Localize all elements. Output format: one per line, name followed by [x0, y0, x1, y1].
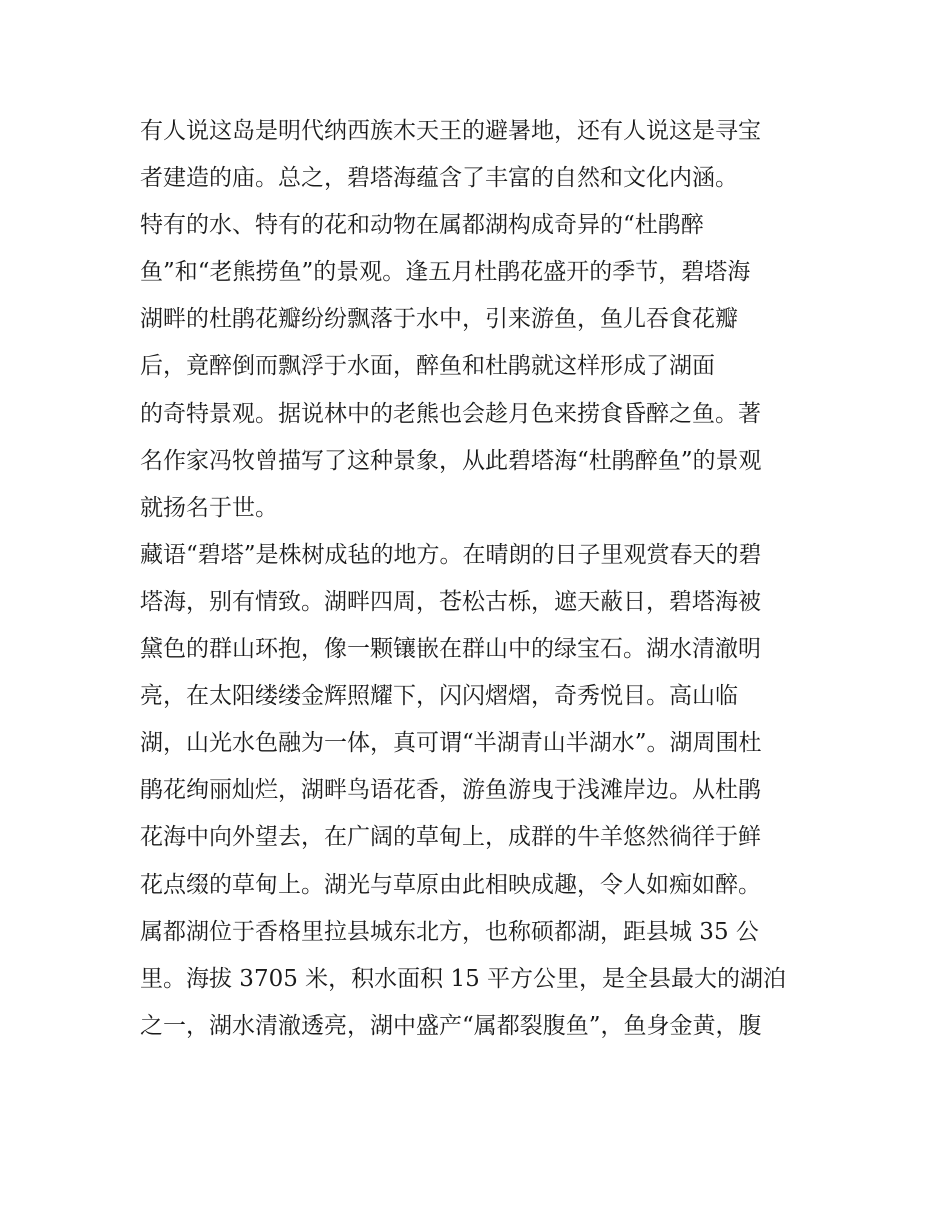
- text-line: 湖畔的杜鹃花瓣纷纷飘落于水中，引来游鱼，鱼儿吞食花瓣: [140, 306, 738, 333]
- body-text: [140, 108, 830, 1050]
- text-line: 花海中向外望去，在广阔的草甸上，成群的牛羊悠然徜徉于鲜: [140, 824, 761, 851]
- text-line: 之一，湖水清澈透亮，湖中盛产“属都裂腹鱼”，鱼身金黄，腹: [140, 1012, 762, 1039]
- text-line: 塔海，别有情致。湖畔四周，苍松古栎，遮天蔽日，碧塔海被: [140, 588, 761, 615]
- text-line: 有人说这岛是明代纳西族木天王的避暑地，还有人说这是寻宝: [140, 118, 761, 144]
- text-line: 鹃花绚丽灿烂，湖畔鸟语花香，游鱼游曳于浅滩岸边。从杜鹃: [140, 777, 761, 804]
- text-line: 鱼”和“老熊捞鱼”的景观。逢五月杜鹃花盛开的季节，碧塔海: [140, 259, 751, 286]
- text-line: 亮，在太阳缕缕金辉照耀下，闪闪熠熠，奇秀悦目。高山临: [140, 683, 738, 710]
- text-line: 特有的水、特有的花和动物在属都湖构成奇异的“杜鹃醉: [140, 212, 704, 239]
- text-line: 藏语“碧塔”是株树成毡的地方。在晴朗的日子里观赏春天的碧: [140, 541, 762, 568]
- text-line: 属都湖位于香格里拉县城东北方，也称硕都湖，距县城 35 公: [140, 918, 759, 945]
- text-line: 者建造的庙。总之，碧塔海蕴含了丰富的自然和文化内涵。: [140, 165, 738, 192]
- text-line: 黛色的群山环抱，像一颗镶嵌在群山中的绿宝石。湖水清澈明: [140, 636, 761, 663]
- text-line: 后，竟醉倒而飘浮于水面，醉鱼和杜鹃就这样形成了湖面: [140, 353, 715, 380]
- text-line: 花点缀的草甸上。湖光与草原由此相映成趣，令人如痴如醉。: [140, 871, 761, 898]
- text-line: 的奇特景观。据说林中的老熊也会趁月色来捞食昏醉之鱼。著: [140, 400, 761, 427]
- text-line: 湖，山光水色融为一体，真可谓“半湖青山半湖水”。湖周围杜: [140, 730, 762, 757]
- text-line: 就扬名于世。: [140, 494, 278, 521]
- text-line: 名作家冯牧曾描写了这种景象，从此碧塔海“杜鹃醉鱼”的景观: [140, 447, 762, 474]
- text-line: 里。海拔 3705 米，积水面积 15 平方公里，是全县最大的湖泊: [140, 965, 787, 992]
